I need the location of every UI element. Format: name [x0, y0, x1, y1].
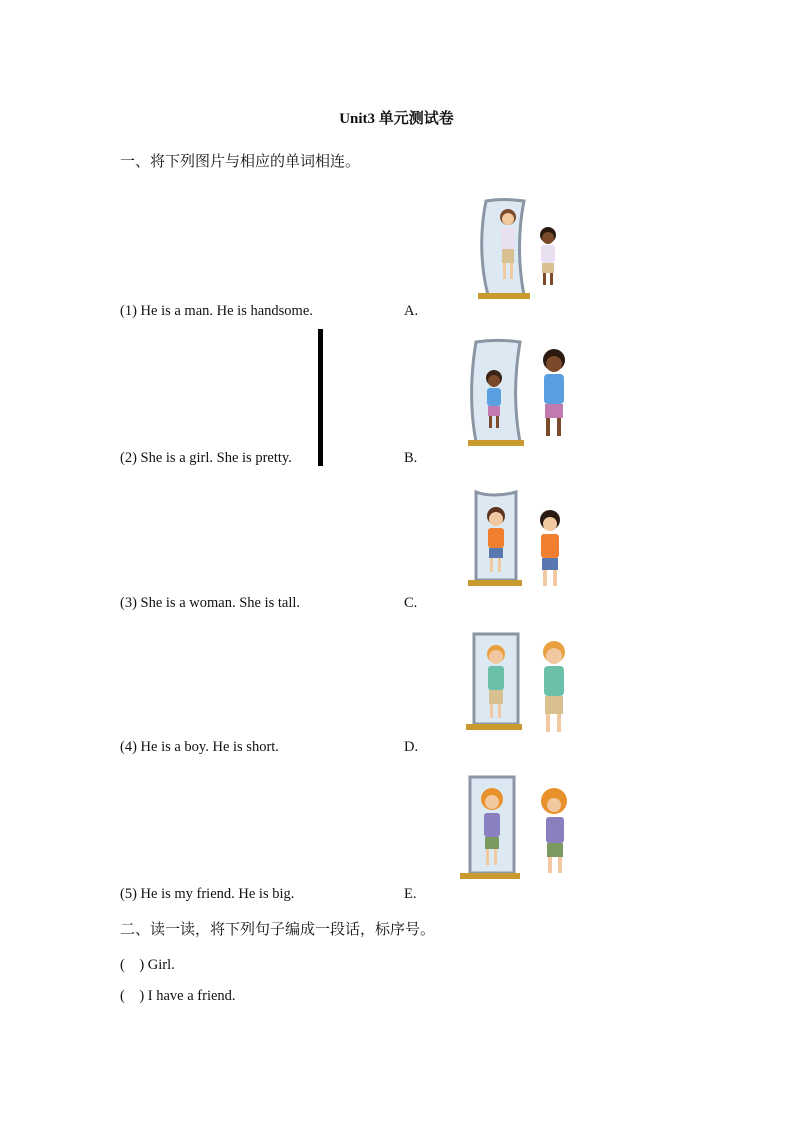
sentence-2: (2) She is a girl. She is pretty.: [120, 450, 292, 466]
option-e-label: E.: [404, 886, 417, 902]
sentence-4: (4) He is a boy. He is short.: [120, 739, 279, 755]
picture-c-boy-mirror: [462, 488, 567, 598]
order-item-2: ( ) I have a friend.: [120, 988, 236, 1004]
picture-e-girl-mirror: [458, 775, 573, 891]
sentence-3: (3) She is a woman. She is tall.: [120, 595, 301, 611]
sentence-5: (5) He is my friend. He is big.: [120, 886, 295, 902]
sentence-1: (1) He is a man. He is handsome.: [120, 303, 313, 319]
matching-line: [318, 329, 323, 466]
picture-a-girl-mirror: [468, 195, 568, 305]
picture-d-boy-mirror: [462, 632, 574, 744]
option-a-label: A.: [404, 303, 419, 319]
order-item-1: ( ) Girl.: [120, 957, 175, 973]
option-b-label: B.: [404, 450, 418, 466]
section-2-heading: 二、读一读，将下列句子编成一段话，标序号。: [120, 920, 436, 938]
picture-b-boy-mirror: [462, 338, 572, 456]
section-1-heading: 一、将下列图片与相应的单词相连。: [120, 152, 361, 170]
option-d-label: D.: [404, 739, 419, 755]
option-c-label: C.: [404, 595, 418, 611]
page-title: Unit3 单元测试卷: [339, 111, 454, 127]
